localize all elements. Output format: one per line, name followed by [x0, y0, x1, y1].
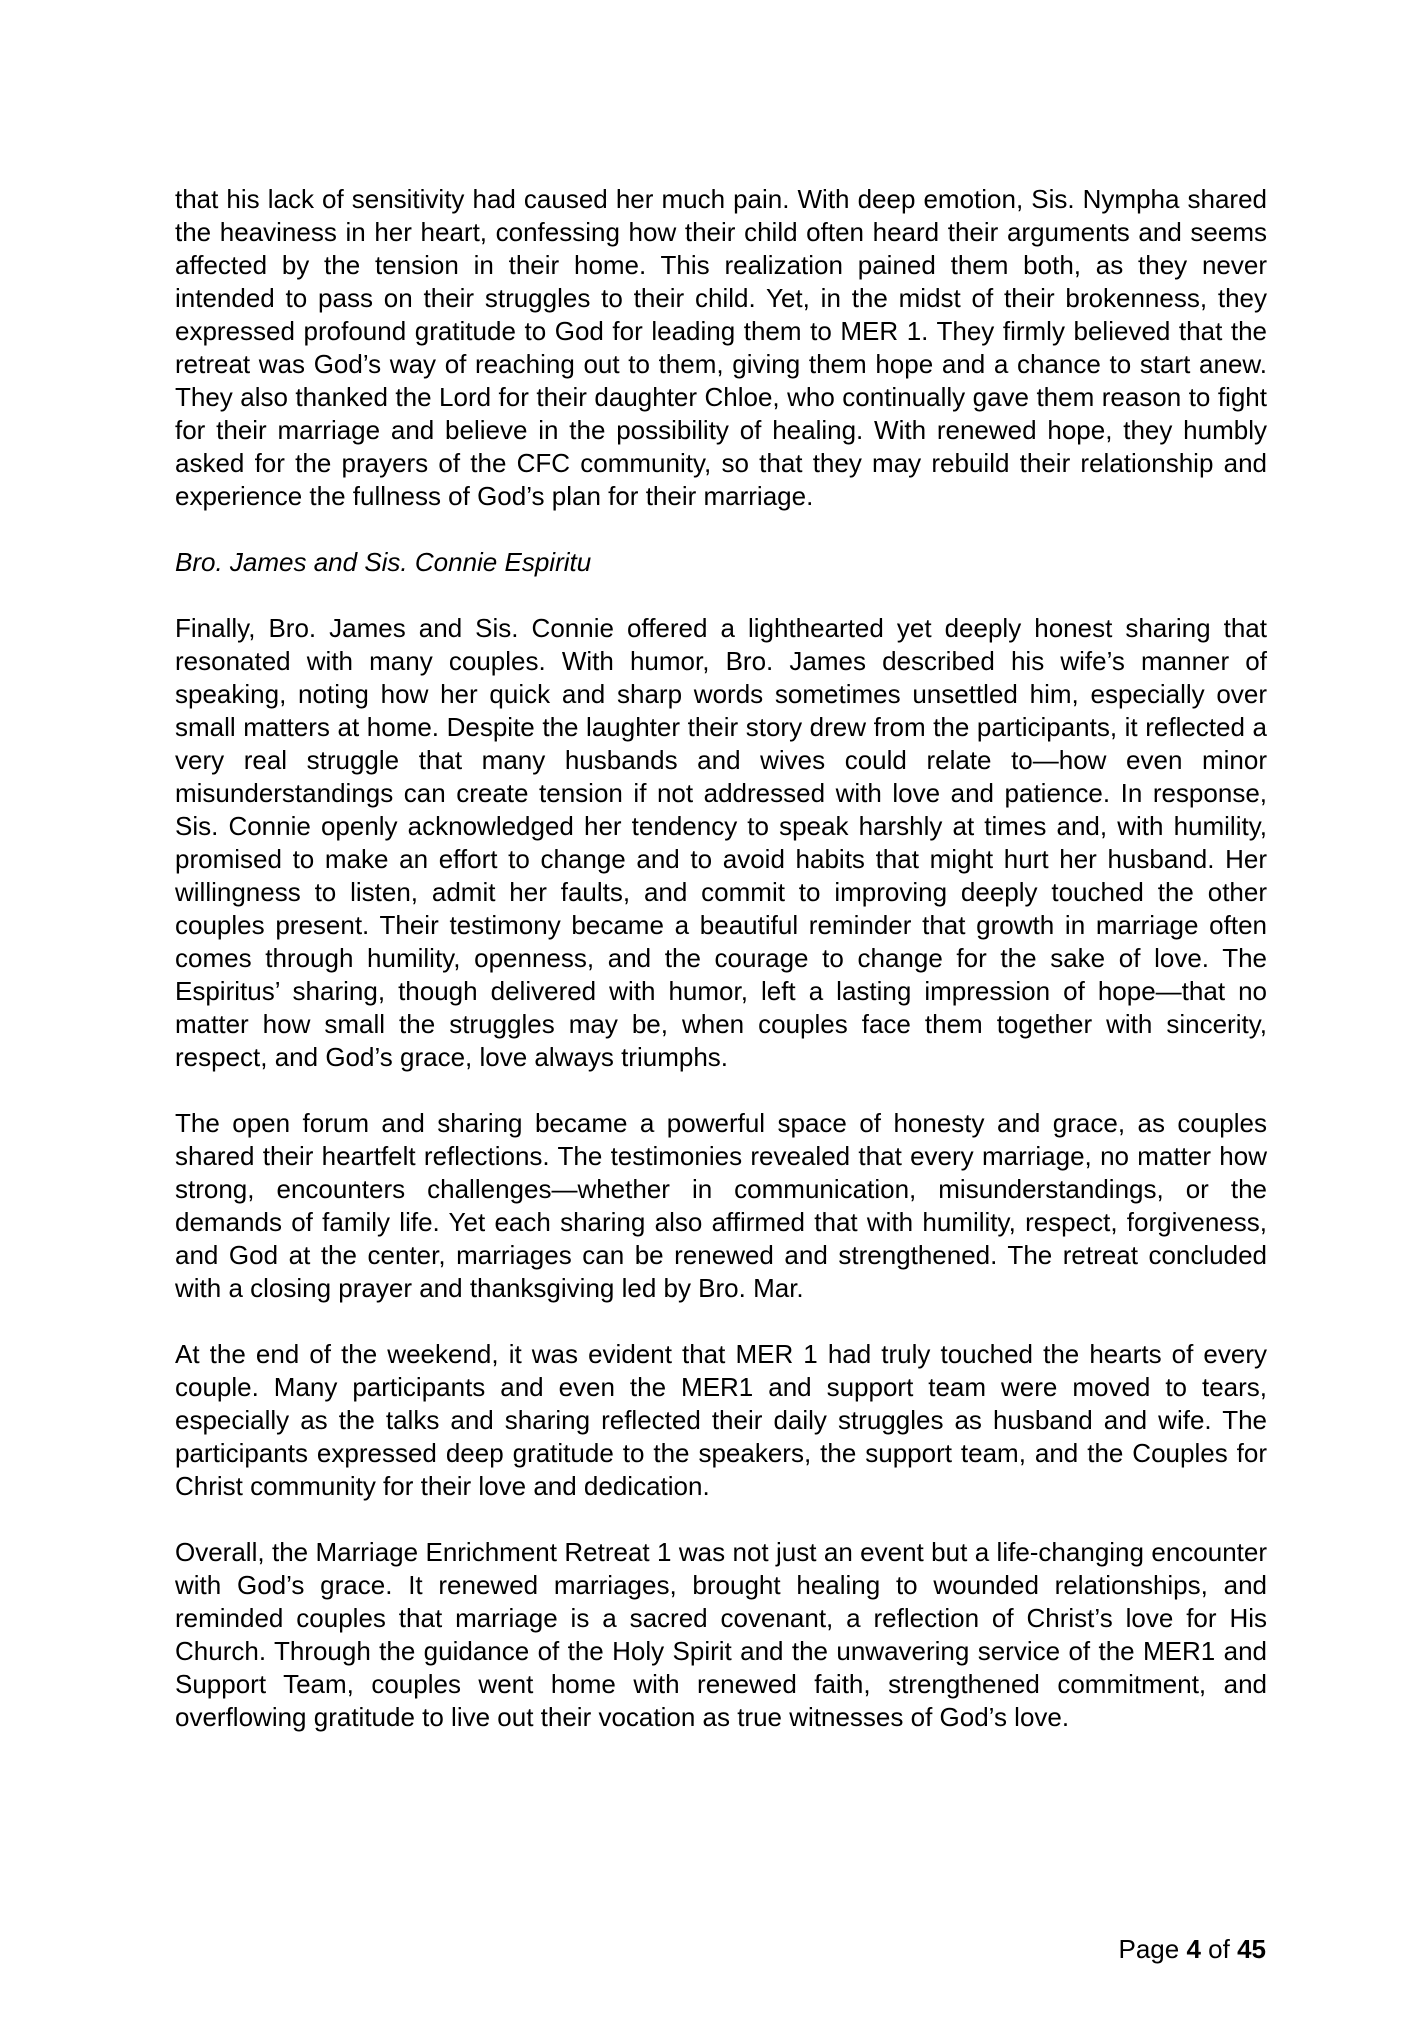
paragraph-open-forum: The open forum and sharing became a powerful space of honesty and grace, as couples shared their heartfelt reflections. The testimonies revealed that every marriage, no matter how strong, encounters challenges—whether in communication, misunderstandings, or the demands of family life. Yet each sharing also affirmed that with humility, respect, forgiveness, and God at the center, marriages can be renewed and strengthened. The retreat concluded with a closing prayer and thanksgiving led by Bro. Mar.: [175, 1108, 1267, 1303]
page-content: [175, 183, 1267, 1767]
page-footer: [1118, 1933, 1266, 1966]
footer-of-label: of: [1208, 1934, 1230, 1964]
paragraph-overall-summary: Overall, the Marriage Enrichment Retreat 1 was not just an event but a life-changing encounter with God’s grace. It renewed marriages, brought healing to wounded relationships, and reminded couples that marriage is a sacred covenant, a reflection of Christ’s love for His Church. Through the guidance of the Holy Spirit and the unwavering service of the MER1 and Support Team, couples went home with renewed faith, strengthened commitment, and overflowing gratitude to live out their vocation as true witnesses of God’s love.: [175, 1537, 1267, 1732]
footer-page-label: Page: [1118, 1934, 1180, 1964]
paragraph-sis-nympha-sharing: that his lack of sensitivity had caused her much pain. With deep emotion, Sis. Nympha shared the heaviness in her heart, confessing how their child often heard their arguments and seems affected by the tension in their home. This realization pained them both, as they never intended to pass on their struggles to their child. Yet, in the midst of their brokenness, they expressed profound gratitude to God for leading them to MER 1. They firmly believed that the retreat was God’s way of reaching out to them, giving them hope and a chance to start anew. They also thanked the Lord for their daughter Chloe, who continually gave them reason to fight for their marriage and believe in the possibility of healing. With renewed hope, they humbly asked for the prayers of the CFC community, so that they may rebuild their relationship and experience the fullness of God’s plan for their marriage.: [175, 184, 1267, 511]
section-heading-espiritu: Bro. James and Sis. Connie Espiritu: [175, 547, 592, 577]
footer-total-pages: 45: [1237, 1934, 1266, 1964]
footer-page-number: 4: [1186, 1934, 1201, 1964]
paragraph-espiritu-sharing: Finally, Bro. James and Sis. Connie offered a lighthearted yet deeply honest sharing that resonated with many couples. With humor, Bro. James described his wife’s manner of speaking, noting how her quick and sharp words sometimes unsettled him, especially over small matters at home. Despite the laughter their story drew from the participants, it reflected a very real struggle that many husbands and wives could relate to—how even minor misunderstandings can create tension if not addressed with love and patience. In response, Sis. Connie openly acknowledged her tendency to speak harshly at times and, with humility, promised to make an effort to change and to avoid habits that might hurt her husband. Her willingness to listen, admit her faults, and commit to improving deeply touched the other couples present. Their testimony became a beautiful reminder that growth in marriage often comes through humility, openness, and the courage to change for the sake of love. The Espiritus’ sharing, though delivered with humor, left a lasting impression of hope—that no matter how small the struggles may be, when couples face them together with sincerity, respect, and God’s grace, love always triumphs.: [175, 613, 1267, 1072]
paragraph-weekend-conclusion: At the end of the weekend, it was evident that MER 1 had truly touched the hearts of every couple. Many participants and even the MER1 and support team were moved to tears, especially as the talks and sharing reflected their daily struggles as husband and wife. The participants expressed deep gratitude to the speakers, the support team, and the Couples for Christ community for their love and dedication.: [175, 1339, 1267, 1501]
